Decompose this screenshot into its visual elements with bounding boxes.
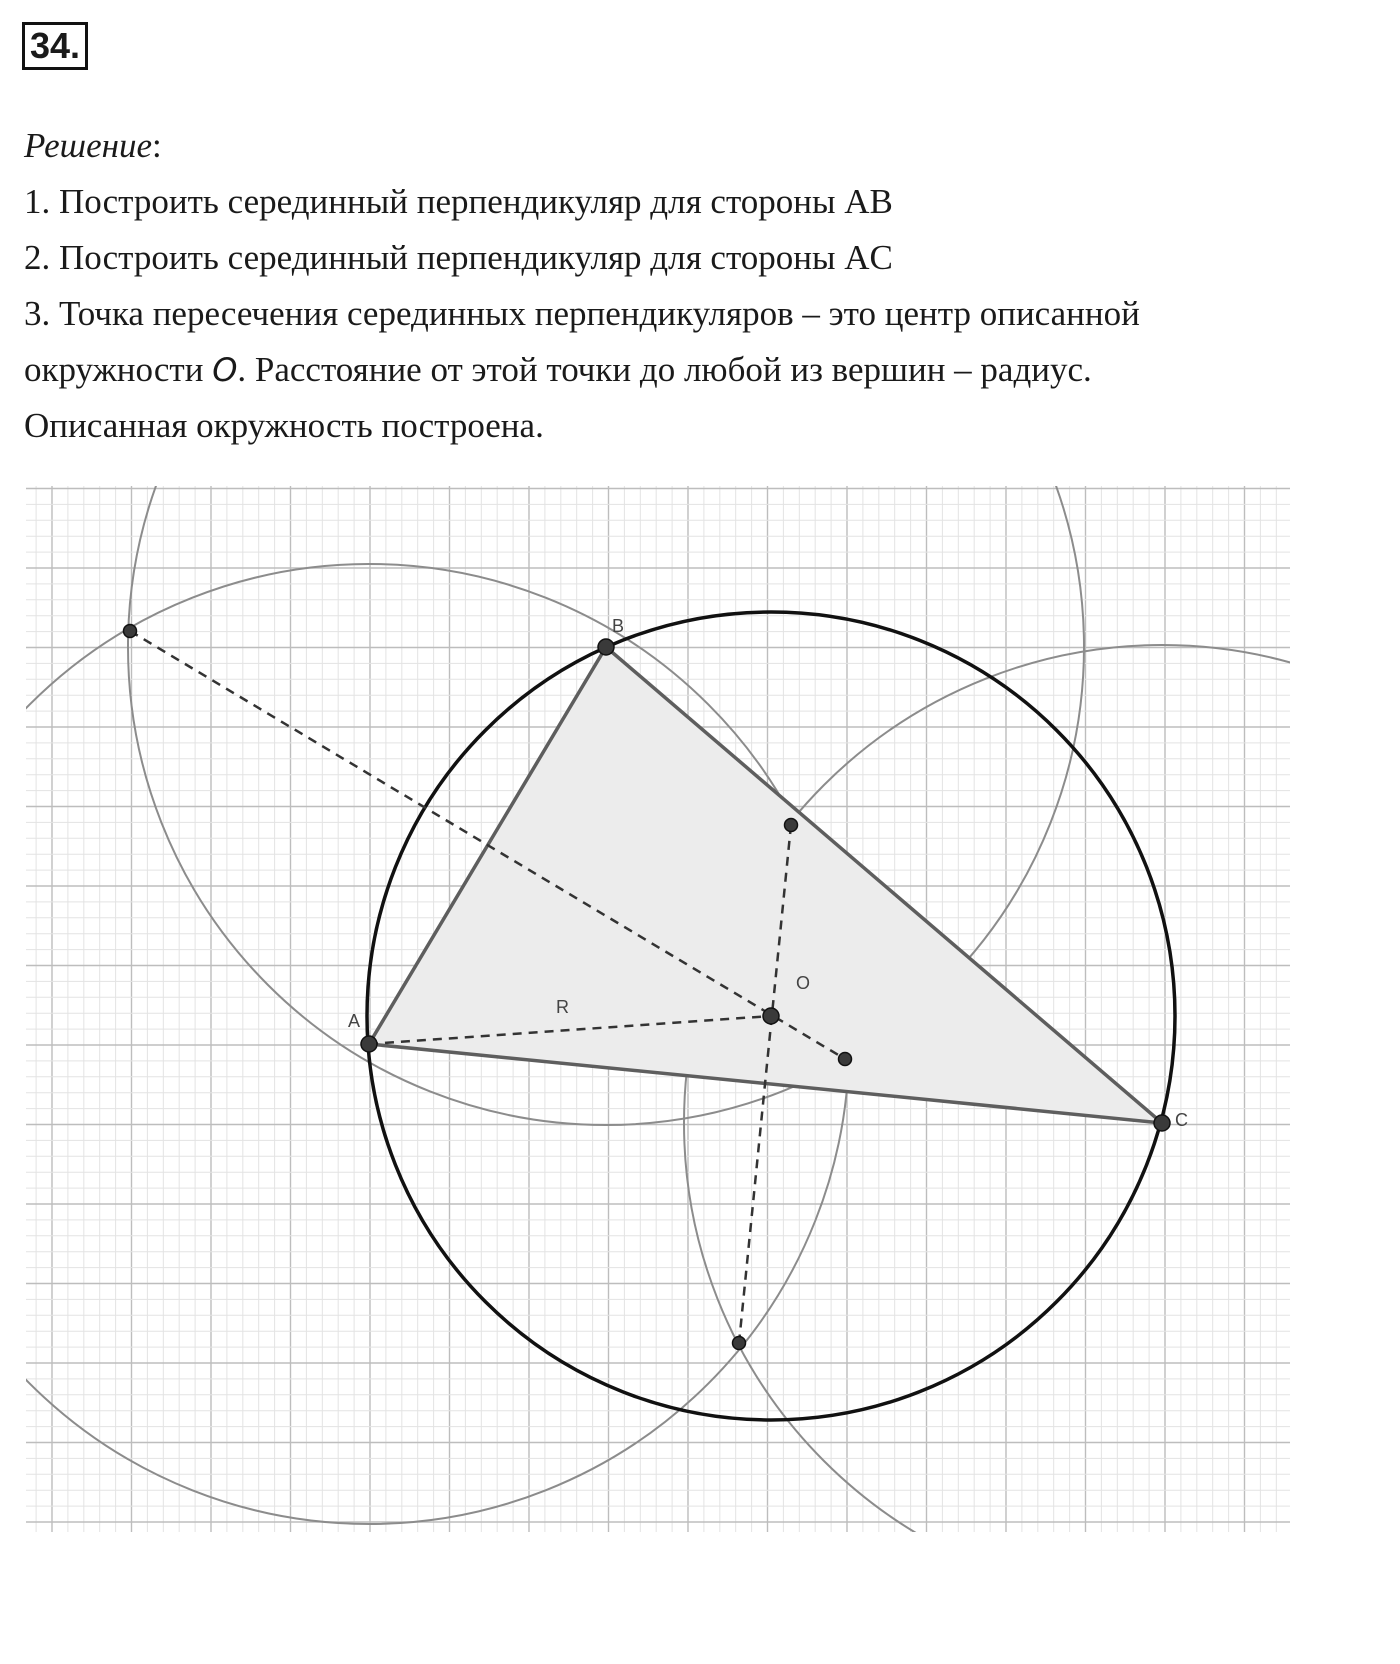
intersection-point-1	[124, 625, 137, 638]
label-c: C	[1175, 1110, 1188, 1130]
task-number: 34.	[22, 22, 88, 70]
center-symbol: O	[212, 351, 238, 389]
vertex-c-point	[1154, 1115, 1170, 1131]
label-r: R	[556, 997, 569, 1017]
vertex-b-point	[598, 639, 614, 655]
intersection-point-4	[733, 1337, 746, 1350]
solution-step-1: 1. Построить серединный перпендикуляр для стороны AB	[24, 182, 893, 221]
arc-centered-at-c	[684, 645, 1400, 1601]
solution-step-4: Описанная окружность построена.	[24, 406, 544, 445]
label-o: O	[796, 973, 811, 993]
vertex-a-point	[361, 1036, 377, 1052]
center-o-point	[763, 1008, 779, 1024]
solution-title: Решение	[24, 126, 153, 165]
label-b: B	[612, 616, 625, 636]
label-a: A	[348, 1011, 361, 1031]
step3-rest: . Расстояние от этой точки до любой из вершин – радиус.	[237, 350, 1092, 389]
solution-title-colon: :	[152, 126, 162, 165]
intersection-point-3	[785, 819, 798, 832]
solution-step-2: 2. Построить серединный перпендикуляр для стороны AC	[24, 238, 893, 277]
step3-prefix: окружности	[24, 350, 213, 389]
intersection-point-2	[839, 1053, 852, 1066]
solution-step-3-line-1: 3. Точка пересечения серединных перпендикуляров – это центр описанной	[24, 294, 1140, 333]
